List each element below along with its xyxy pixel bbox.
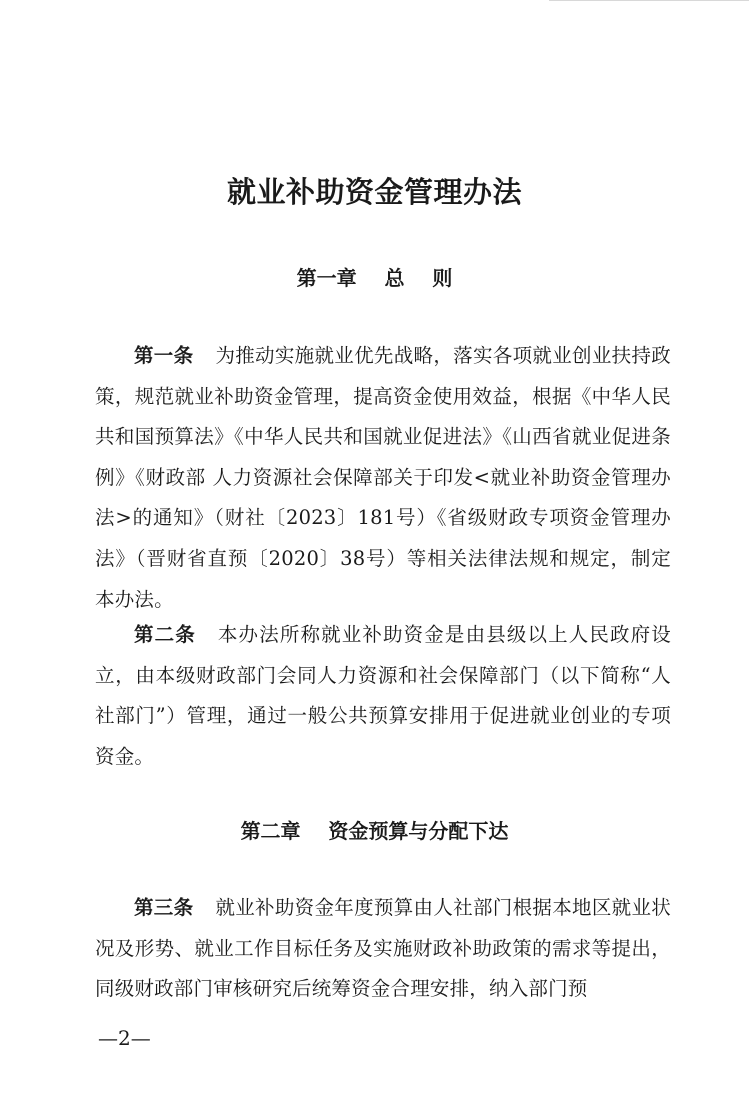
page-number: —2— bbox=[98, 1026, 151, 1050]
article-text: 为推动实施就业优先战略，落实各项就业创业扶持政策，规范就业补助资金管理，提高资金使用效益，根据《中华人民共和国预算法》《中华人民共和国就业促进法》《山西省就业促进条例》《财政部 人力资源社会保障部关于印发<就业补助资金管理办法>的通知》（财社〔2023〕181号）《省级财政专项资金管理办法》（晋财省直预〔2020〕38号）等相关法律法规和规定，制定本办法。 bbox=[95, 344, 671, 611]
article-label: 第二条 bbox=[134, 623, 196, 646]
chapter-heading-1: 第一章 总 则 bbox=[296, 266, 453, 290]
article-1 bbox=[95, 336, 671, 620]
top-edge-line bbox=[549, 0, 749, 1]
document-title: 就业补助资金管理办法 bbox=[226, 175, 522, 209]
article-label: 第一条 bbox=[134, 344, 194, 367]
article-text: 就业补助资金年度预算由人社部门根据本地区就业状况及形势、就业工作目标任务及实施财政补助政策的需求等提出，同级财政部门审核研究后统筹资金合理安排，纳入部门预 bbox=[95, 896, 671, 1001]
article-2 bbox=[95, 615, 671, 777]
article-label: 第三条 bbox=[134, 896, 194, 919]
chapter-heading-2: 第二章 资金预算与分配下达 bbox=[240, 819, 509, 843]
article-3 bbox=[95, 888, 671, 1010]
article-text: 本办法所称就业补助资金是由县级以上人民政府设立，由本级财政部门会同人力资源和社会保障部门（以下简称“人社部门”）管理，通过一般公共预算安排用于促进就业创业的专项资金。 bbox=[95, 623, 671, 768]
